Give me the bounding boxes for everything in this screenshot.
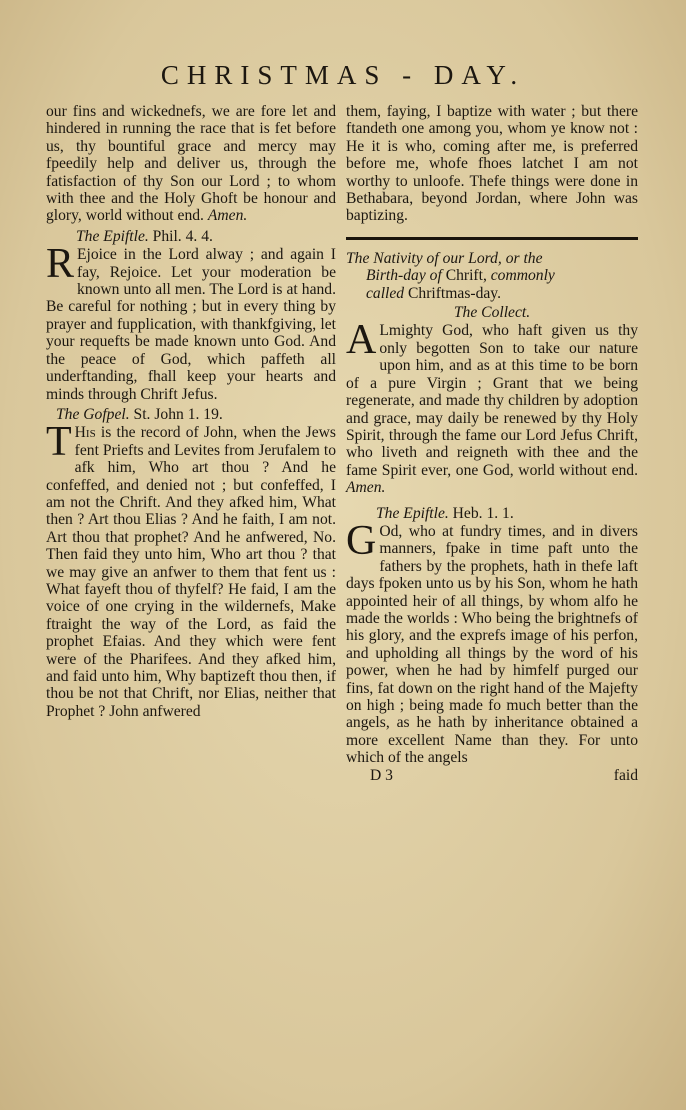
amen: Amen. <box>207 207 248 225</box>
title-part: commonly <box>490 267 555 285</box>
collect-ending <box>46 103 336 225</box>
gospel-reference: St. John 1. 19. <box>133 405 223 423</box>
feast-title-line-3 <box>346 285 638 302</box>
epistle-heading <box>76 228 336 245</box>
epistle-heading-label: The Epiftle. <box>376 504 449 522</box>
epistle-heading-label: The Epiftle. <box>76 227 149 245</box>
title-part: Chriftmas-day. <box>408 284 501 302</box>
title-part: Birth-day of <box>366 267 442 285</box>
feast-title-line-2 <box>346 267 638 284</box>
drop-cap: T <box>46 419 72 466</box>
right-column <box>346 103 638 784</box>
amen: Amen. <box>346 479 386 497</box>
drop-cap: G <box>346 517 377 564</box>
feast-title <box>346 250 638 302</box>
collect-text <box>346 317 638 497</box>
title-part: Chrift, <box>445 267 487 285</box>
gospel-body: is the record of John, when the Jews fent Priefts and Levites from Jerufalem to afk him, Who art thou ? And he confeffed, and denied not ; but confeffed, I am not the Chrift. And they afked him, What then ? Art thou Elias ? And he faith, I am not. Art thou that prophet? And he anfwered, No. Then faid they unto him, Who art thou ? that we may give an anfwer to them that fent us : What fayeft thou of thyfelf? He faid, I am the voice of one crying in the wildernefs, Make ftraight the way of the Lord, as faid the prophet Efaias. And they which were fent were of the Pharifees. And they afked him, and faid unto him, Why baptizeft thou then, if thou be not that Chrift, nor Elias, neither that Prophet ? John anfwered <box>46 424 336 720</box>
left-column <box>46 103 336 720</box>
feast-title-line-1: The Nativity of our Lord, or the <box>346 249 543 267</box>
gospel-text <box>46 419 336 720</box>
epistle-heading-2 <box>376 505 638 522</box>
collect-ending-text: our fins and wickednefs, we are fore let and hindered in running the race that is fet before us, thy bountiful grace and mercy may fpeedily help and deliver us, through the fatisfaction of thy Son our Lord ; to whom with thee and the Holy Ghoft be honour and glory, world without end. <box>46 103 336 225</box>
drop-cap: A <box>346 317 377 364</box>
epistle-reference: Heb. 1. 1. <box>452 504 514 522</box>
epistle-body: Od, who at fundry times, and in divers manners, fpake in time paft unto the fathers by the prophets, hath in thefe laft days fpoken unto us by his Son, whom he hath appointed heir of all things, by whom alfo he made the worlds : Who being the brightnefs of his glory, and the exprefs image of his perfon, and upholding all things by the word of his power, when he had by himfelf purged our fins, fat down on the right hand of the Majefty on high ; being made fo much better than the angels, as he hath by inheritance obtained a more excellent Name than they. For unto which of the angels <box>346 522 638 767</box>
epistle-body: Ejoice in the Lord alway ; and again I fay, Rejoice. Let your moderation be known unto all men. The Lord is at hand. Be careful for nothing ; but in every thing by prayer and fupplication, with thankfgiving, let your requefts be made known unto God. And the peace of God, which paffeth all underftanding, fhall keep your hearts and minds through Chrift Jefus. <box>46 246 336 403</box>
gospel-heading <box>56 406 336 423</box>
catchword: faid <box>613 766 638 784</box>
title-part: called <box>366 284 405 302</box>
page-header: CHRISTMAS - DAY. <box>160 60 526 90</box>
section-rule <box>346 237 638 240</box>
epistle-reference: Phil. 4. 4. <box>152 227 213 245</box>
epistle-text <box>46 241 336 403</box>
collect-body: Lmighty God, who haft given us thy only begotten Son to take our nature upon him, and as at this time to be born of a pure Virgin ; Grant that we being regenerate, and made thy children by adoption and grace, may daily be renewed by thy Holy Spirit, through the fame our Lord Jefus Chrift, who liveth and reigneth with thee and the fame Spirit ever, one God, world without end. <box>346 322 638 479</box>
signature-mark: D 3 <box>370 766 393 784</box>
gospel-caps: His <box>74 424 96 442</box>
gospel-continuation: them, faying, I baptize with water ; but there ftandeth one among you, whom ye know not : He it is who, coming after me, is preferred before me, whofe fhoes latchet I am not worthy to unloofe. Thefe things were done in Bethabara, beyond Jordan, where John was baptizing. <box>346 103 638 225</box>
gospel-heading-label: The Gofpel. <box>56 405 130 423</box>
collect-heading: The Collect. <box>453 304 531 322</box>
epistle-text-2 <box>346 517 638 767</box>
drop-cap: R <box>46 241 75 288</box>
